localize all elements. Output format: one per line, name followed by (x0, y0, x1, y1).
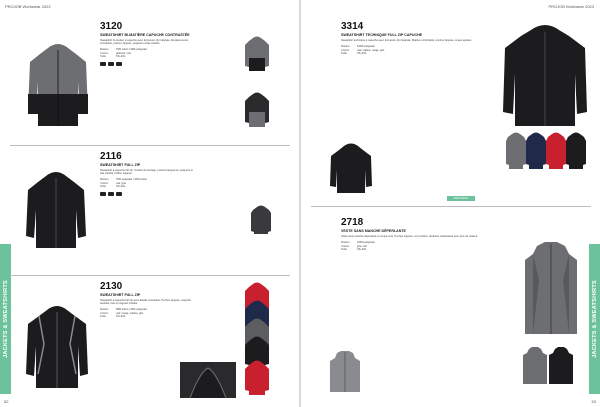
hoodie-3120-variant-grey (244, 36, 270, 72)
product-description: Sweatshirt bi-couleur à capuche avec fermeture zip intégrale. Empiècements contrastés, poches zippées, poignets et bas côtelés. (100, 39, 189, 46)
product-description: Sweatshirt à capuche full zip avec détails contrastés. Poches zippées, capuche doublée, bas et poignets côtelés. (100, 299, 191, 306)
spec-key: Taille (341, 51, 347, 55)
product-description: Sweatshirt technique à capuche avec fermeture zip intégrale. Matière confortable, poches zippées, coupe ajustée. (341, 39, 472, 42)
right-page (301, 0, 600, 407)
dry-icon (116, 62, 122, 66)
spec-key: Matière (341, 45, 350, 49)
left-page (0, 0, 299, 407)
product-description: Sweatshirt à capuche full zip. Cordon de serrage, poches kangourou, poignets et bas côtelés, finition soignée. (100, 169, 193, 176)
spec-key: Matière (100, 48, 109, 52)
vest-2718-variant-grey (521, 346, 549, 386)
hoodie-3314-variant-navy (525, 132, 547, 170)
hoodie-3314-variant-red (545, 132, 567, 170)
product-code: 2130 (100, 281, 123, 292)
spec-value: XS–4XL (357, 51, 367, 55)
spec-key: Taille (100, 55, 106, 58)
spec-value: gris/noir, noir (116, 51, 131, 55)
spec-key: Coloris (100, 181, 109, 185)
divider (311, 206, 591, 207)
iron-icon (108, 192, 114, 196)
spec-key: Coloris (100, 311, 109, 315)
divider (10, 275, 290, 276)
vest-2718-detail-image (327, 350, 363, 394)
right-header: PROJOB Workwear 2023 (548, 4, 594, 9)
hoodie-2130-variant-red-back (244, 360, 270, 396)
hoodie-3314-variant-black (565, 132, 587, 170)
product-name: SWEATSHIRT TECHNIQUE FULL ZIP CAPUCHE (341, 33, 423, 37)
spec-key: Taille (100, 185, 106, 188)
care-icons (100, 192, 195, 196)
product-code: 3314 (341, 21, 364, 32)
spec-key: Coloris (100, 51, 109, 55)
spec-value: noir, marine, rouge, gris (357, 48, 385, 52)
product-3120 (100, 22, 195, 66)
product-description: Veste sans manche déperlante et coupe-vent. Poches zippées, col montant, doublure matelassée pour plus de chaleur. (341, 235, 478, 238)
vest-2718-hero-image (519, 240, 583, 338)
left-header: PROJOB Workwear 2023 (5, 4, 51, 9)
new-tag: NOUVEAU (447, 196, 475, 201)
product-specs (341, 241, 501, 251)
product-code: 3120 (100, 21, 123, 32)
dry-icon (116, 192, 122, 196)
product-specs (341, 45, 501, 55)
hoodie-2116-variant (250, 205, 272, 235)
spec-value: noir, gris (116, 181, 126, 185)
spec-value: 100% polyester (357, 45, 375, 49)
spec-key: Coloris (341, 244, 350, 248)
wash-icon (100, 192, 106, 196)
product-3314 (341, 22, 501, 55)
product-specs (100, 308, 200, 318)
product-specs (100, 178, 195, 188)
product-name: SWEATSHIRT FULL ZIP (100, 293, 141, 297)
spec-value: XS–4XL (357, 247, 367, 251)
product-name: SWEATSHIRT BI-MATIÈRE CAPUCHE CONTRASTÉE (100, 33, 190, 37)
product-specs (100, 48, 195, 58)
spec-value: XS–4XL (116, 185, 126, 188)
product-name: SWEATSHIRT FULL ZIP (100, 163, 141, 167)
product-2116 (100, 152, 195, 196)
spec-key: Matière (341, 241, 350, 245)
product-name: VESTE SANS MANCHE DÉPERLANTE (341, 229, 406, 233)
hoodie-3314-main-image (329, 142, 373, 194)
vest-2718-variant-black (547, 346, 575, 386)
product-code: 2718 (341, 217, 364, 228)
hoodie-2130-detail-image (180, 362, 236, 398)
care-icons (100, 62, 195, 66)
spec-value: 100% polyester (357, 241, 375, 245)
hoodie-3120-variant-black (244, 92, 270, 128)
spec-value: gris, noir (357, 244, 367, 248)
hoodie-3120-main-image (26, 42, 90, 128)
spec-value: 70% coton / 30% polyester (116, 48, 147, 52)
hoodie-3314-hero-image (501, 22, 589, 128)
spec-value: XS–4XL (116, 315, 126, 318)
spec-key: Taille (100, 315, 106, 318)
iron-icon (108, 62, 114, 66)
spec-key: Matière (100, 178, 109, 182)
left-side-tab-label: JACKETS & SWEATSHIRTS (2, 280, 9, 358)
hoodie-3314-variant-grey (505, 132, 527, 170)
right-side-tab-label: JACKETS & SWEATSHIRTS (591, 280, 598, 358)
hoodie-2116-main-image (24, 170, 88, 250)
spec-value: XS–4XL (116, 55, 126, 58)
spec-key: Coloris (341, 48, 350, 52)
divider (10, 145, 290, 146)
spec-value: 68% coton / 32% polyester (116, 308, 147, 312)
product-code: 2116 (100, 151, 122, 162)
left-side-tab (0, 244, 11, 394)
right-side-tab (589, 244, 600, 394)
spec-key: Taille (341, 247, 347, 251)
spec-key: Matière (100, 308, 109, 312)
spec-value: 70% polyester / 30% coton (116, 178, 147, 182)
spec-value: noir, rouge, marine, gris (116, 311, 144, 315)
right-page-number: 53 (591, 399, 596, 404)
product-2130 (100, 282, 200, 318)
wash-icon (100, 62, 106, 66)
product-2718 (341, 218, 501, 251)
left-page-number: 52 (4, 399, 9, 404)
hoodie-2130-main-image (24, 304, 90, 390)
